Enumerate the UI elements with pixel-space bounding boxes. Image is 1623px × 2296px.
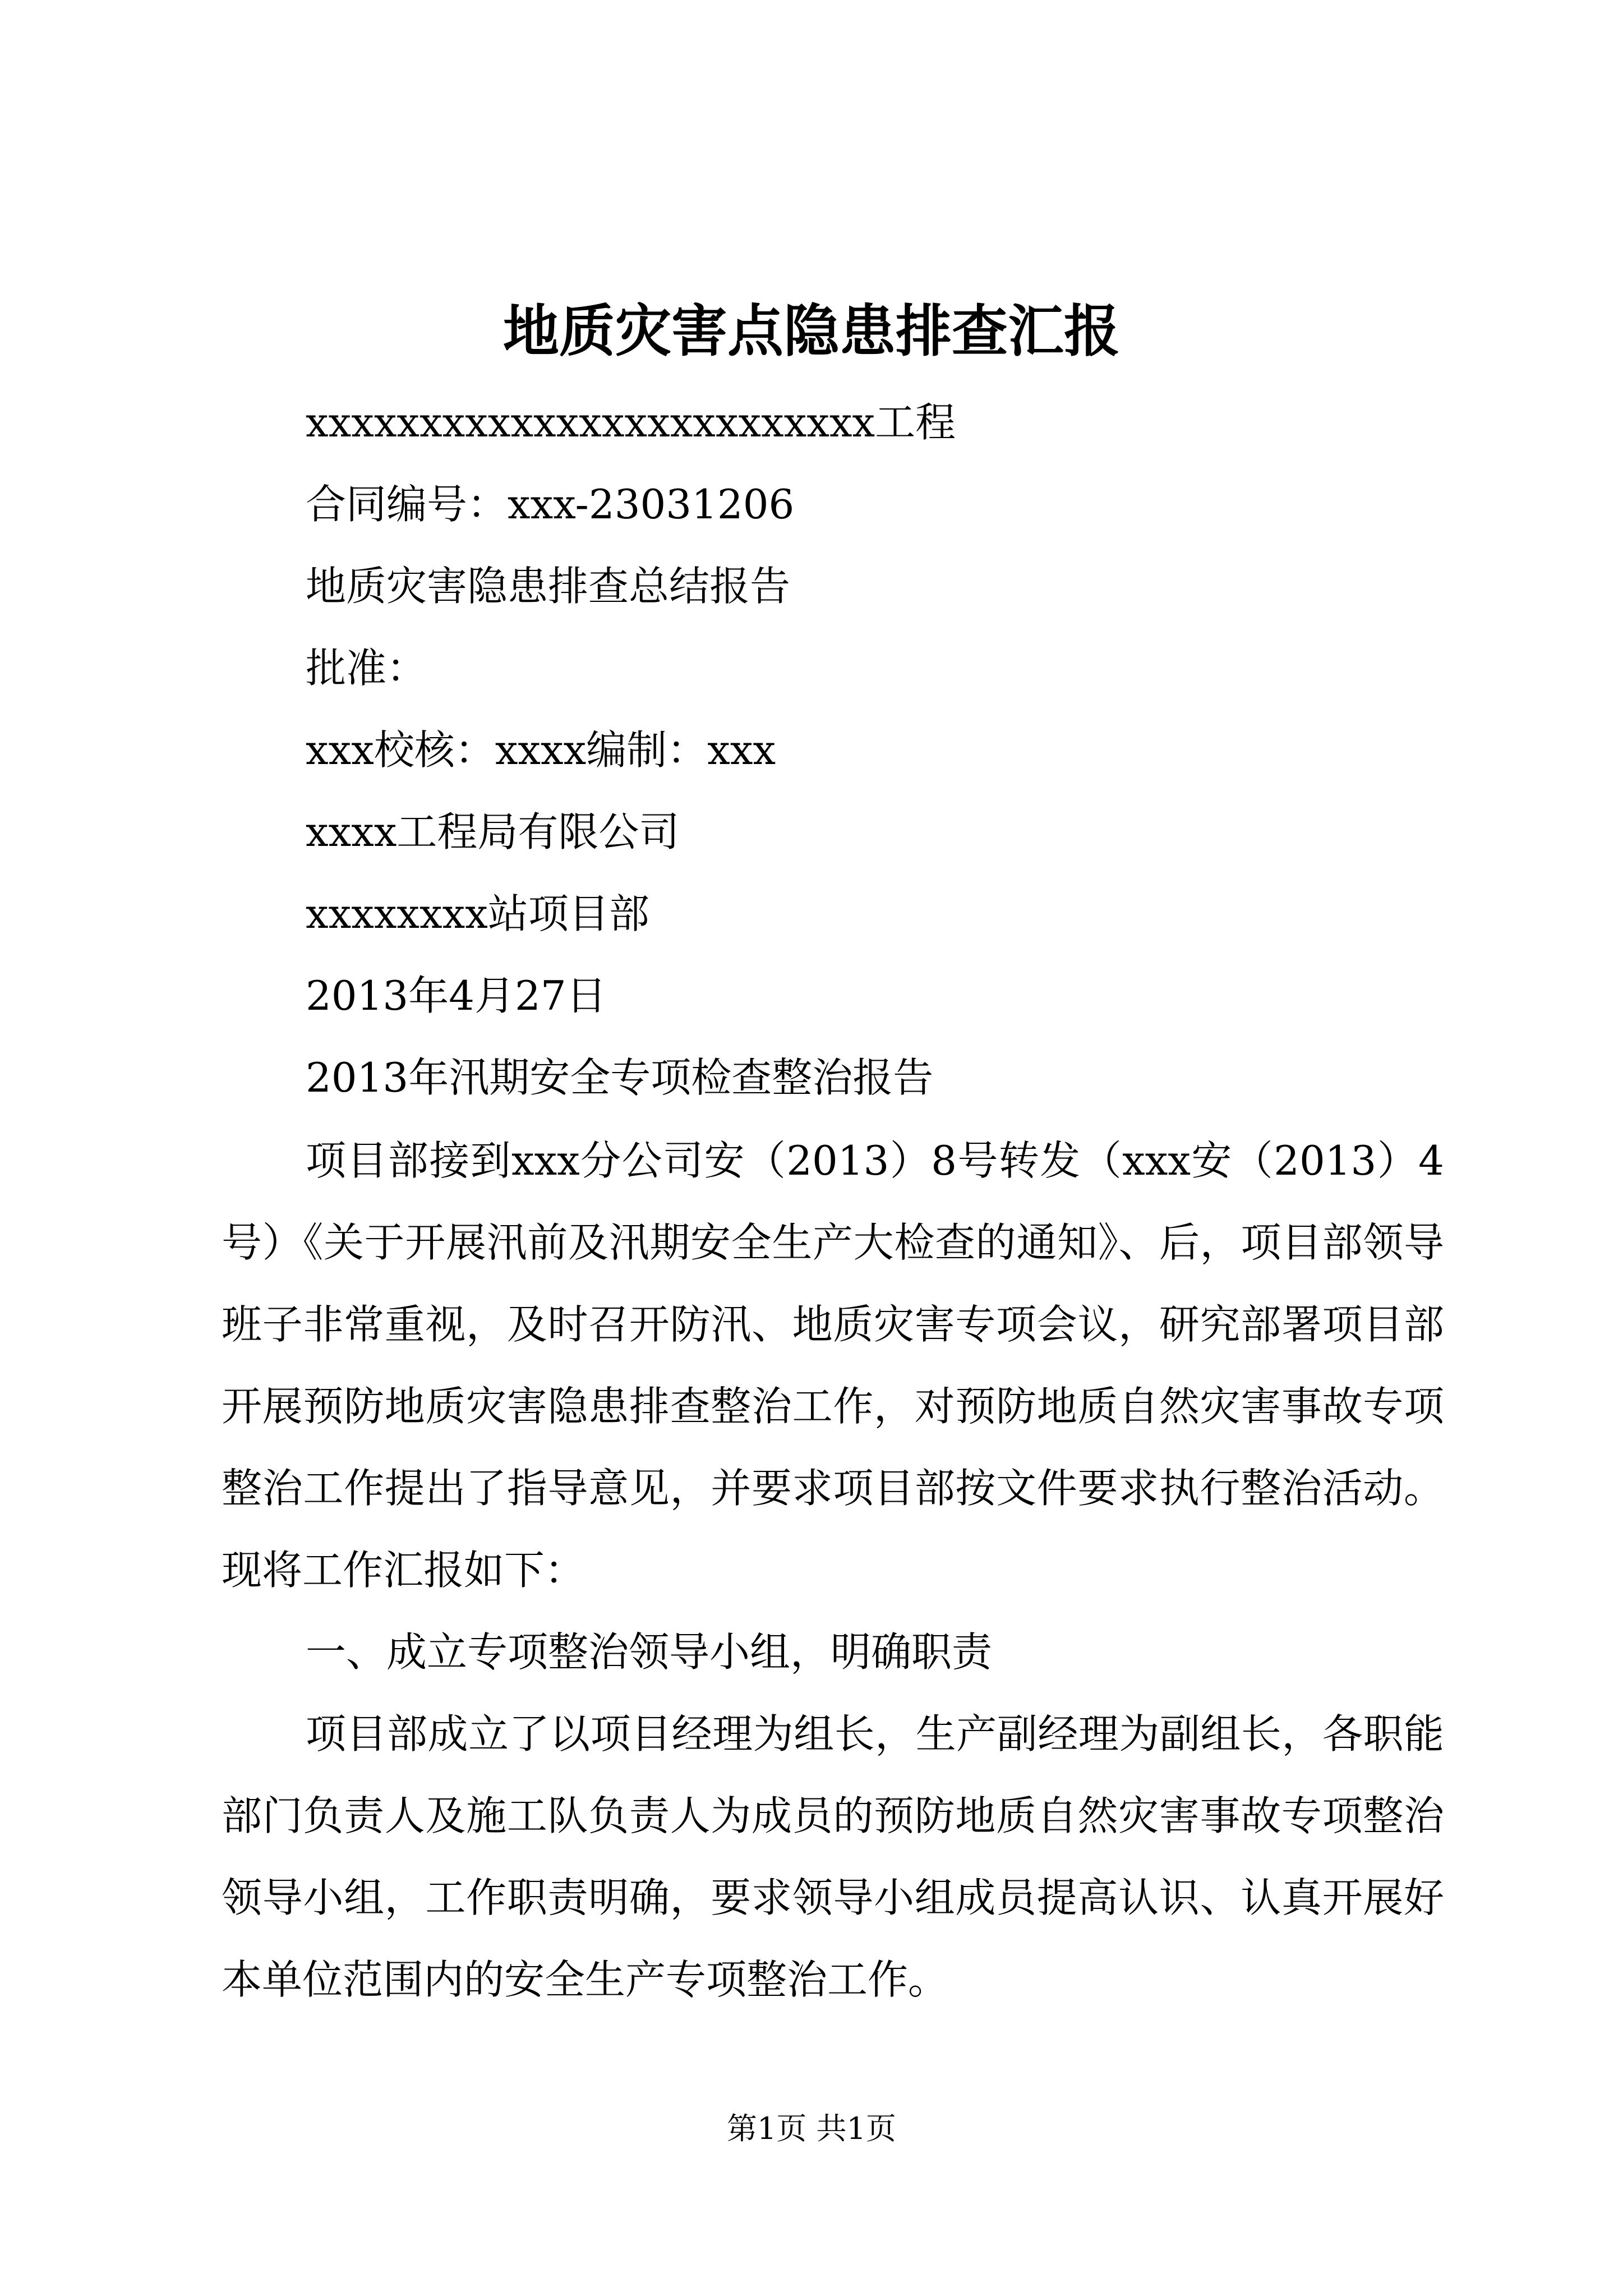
section-heading-1: 一、成立专项整治领导小组，明确职责: [306, 1628, 993, 1676]
subtitle-line: 2013年汛期安全专项检查整治报告: [306, 1054, 934, 1101]
report-name-line: 地质灾害隐患排查总结报告: [306, 563, 791, 610]
department-line: xxxxxxxx站项目部: [306, 890, 649, 937]
paragraph-section-1: 项目部成立了以项目经理为组长，生产副经理为副组长，各职能部门负责人及施工队负责人为成员的预防地质自然灾害事故专项整治领导小组，工作职责明确，要求领导小组成员提高认识、认真开展好本单位范围内的安全生产专项整治工作。: [222, 1710, 1444, 2003]
company-line: xxxx工程局有限公司: [306, 808, 680, 855]
document-title: 地质灾害点隐患排查汇报: [503, 298, 1120, 364]
paragraph-intro: 项目部接到xxx分公司安（2013）8号转发（xxx安（2013）4号）《关于开展汛前及汛期安全生产大检查的通知》、后，项目部领导班子非常重视，及时召开防汛、地质灾害专项会议，研究部署项目部开展预防地质灾害隐患排查整治工作，对预防地质自然灾害事故专项整治工作提出了指导意见，并要求项目部按文件要求执行整治活动。现将工作汇报如下：: [222, 1137, 1444, 1594]
contract-number-line: 合同编号：xxx-23031206: [306, 481, 795, 528]
date-line: 2013年4月27日: [306, 972, 607, 1019]
review-compile-line: xxx校核：xxxx编制：xxx: [306, 726, 776, 774]
document-meta: [306, 381, 1511, 1119]
document-body: [222, 1120, 1444, 2021]
project-name-line: xxxxxxxxxxxxxxxxxxxxxxxxx工程: [306, 399, 956, 446]
page-footer: 第1页 共1页: [727, 2111, 896, 2146]
approval-line: 批准：: [306, 645, 427, 692]
